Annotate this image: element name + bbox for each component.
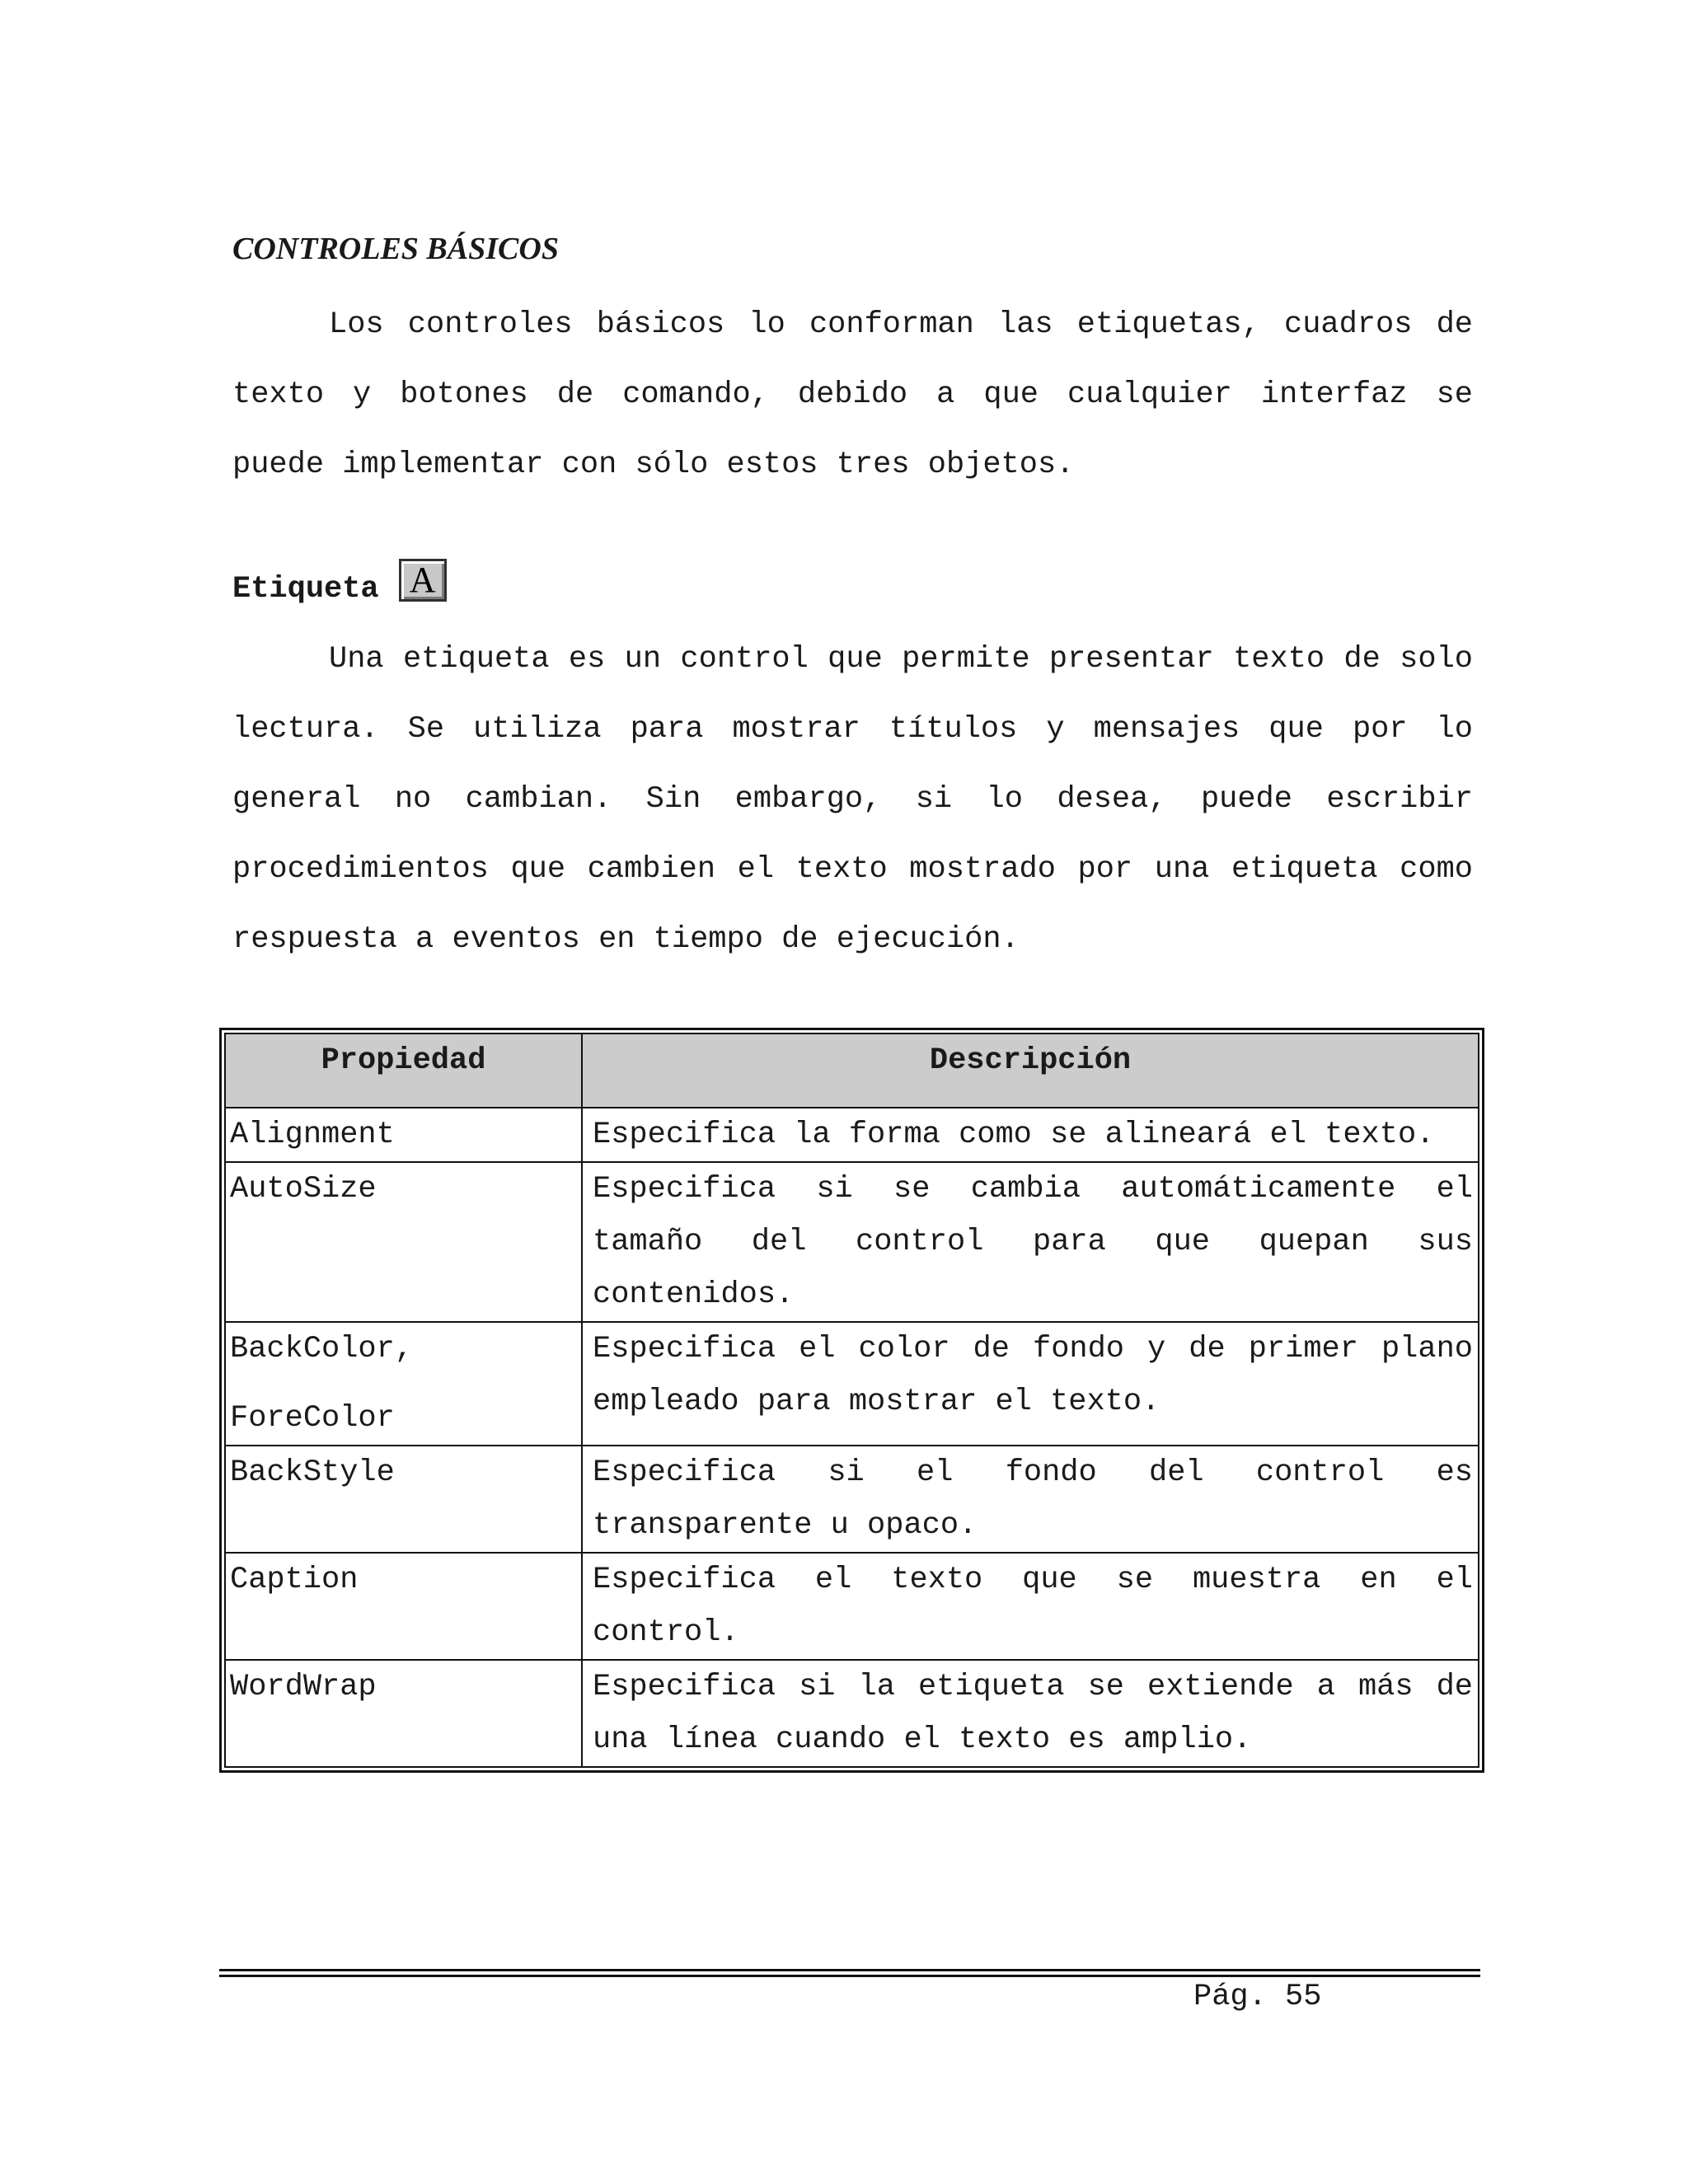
description-cell: Especifica el texto que se muestra en el control. <box>582 1553 1479 1660</box>
property-cell <box>225 1446 582 1553</box>
property-name: Caption <box>230 1563 359 1597</box>
table-row <box>225 1108 1479 1162</box>
description-cell: Especifica si se cambia automáticamente el tamaño del control para que quepan sus contenidos. <box>582 1162 1479 1322</box>
description-cell: Especifica la forma como se alineará el texto. <box>582 1108 1479 1162</box>
table-row <box>225 1322 1479 1446</box>
section-title: CONTROLES BÁSICOS <box>232 232 559 266</box>
description-cell: Especifica si la etiqueta se extiende a más de una línea cuando el texto es amplio. <box>582 1660 1479 1767</box>
description-cell: Especifica si el fondo del control es transparente u opaco. <box>582 1446 1479 1553</box>
table-row <box>225 1162 1479 1322</box>
description-cell: Especifica el color de fondo y de primer plano empleado para mostrar el texto. <box>582 1322 1479 1446</box>
property-name: Alignment <box>230 1118 395 1152</box>
property-cell <box>225 1162 582 1322</box>
property-cell <box>225 1108 582 1162</box>
footer-rule-line <box>219 1975 1480 1977</box>
property-name: WordWrap <box>230 1670 377 1704</box>
footer-rule <box>219 1969 1480 1977</box>
table-row <box>225 1446 1479 1553</box>
property-name: AutoSize <box>230 1172 377 1207</box>
properties-table-frame <box>219 1028 1484 1773</box>
property-name: ForeColor <box>230 1401 395 1436</box>
subsection-title: Etiqueta <box>232 572 379 607</box>
label-paragraph: Una etiqueta es un control que permite presentar texto de solo lectura. Se utiliza para mostrar títulos y mensajes que por lo general no cambian. Sin embargo, si lo desea, puede escribir procedimientos que cambien el texto mostrado por una etiqueta como respuesta a eventos en tiempo de ejecución. <box>232 642 1473 957</box>
property-cell <box>225 1660 582 1767</box>
property-cell <box>225 1322 582 1446</box>
table-row <box>225 1553 1479 1660</box>
header-description: Descripción <box>582 1033 1479 1108</box>
intro-paragraph: Los controles básicos lo conforman las etiquetas, cuadros de texto y botones de comando, debido a que cualquier interfaz se puede implementar con sólo estos tres objetos. <box>232 307 1473 482</box>
properties-table <box>224 1033 1479 1768</box>
footer-rule-line <box>219 1969 1480 1971</box>
property-cell <box>225 1553 582 1660</box>
label-tool-icon: A <box>399 559 447 602</box>
subsection-heading <box>232 554 447 607</box>
page-number: Pág. 55 <box>1193 1980 1322 2014</box>
table-header-row <box>225 1033 1479 1108</box>
property-name: BackStyle <box>230 1455 395 1490</box>
table-row <box>225 1660 1479 1767</box>
header-property: Propiedad <box>225 1033 582 1108</box>
property-name: BackColor, <box>230 1332 414 1366</box>
